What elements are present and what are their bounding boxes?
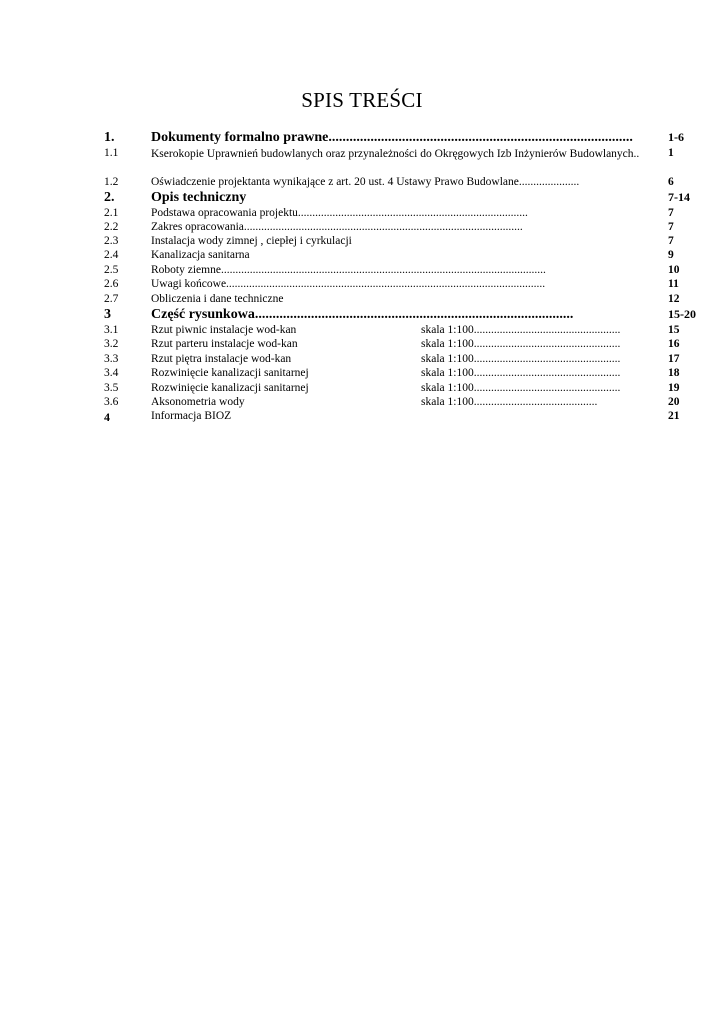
toc-page: 7 [668,221,674,233]
toc-title: Oświadczenie projektanta wynikające z art. 20 ust. 4 Ustawy Prawo Budowlane..................... [151,176,580,188]
toc-number: 3.3 [104,353,119,365]
toc-title: Obliczenia i dane techniczne [151,293,284,305]
toc-page: 7 [668,207,674,219]
toc-page: 1 [668,147,674,159]
toc-title: Rzut parteru instalacje wod-kan [151,338,298,350]
toc-number: 2.5 [104,264,119,276]
toc-page: 9 [668,249,674,261]
toc-number: 1. [104,130,115,145]
toc-title: Rozwinięcie kanalizacji sanitarnej [151,367,309,379]
toc-scale: skala 1:100................................................... [421,324,621,336]
toc-number: 2. [104,190,115,205]
toc-page: 20 [668,396,680,408]
toc-title: Opis techniczny [151,190,247,205]
toc-page: 15-20 [668,307,696,321]
toc-title: Instalacja wody zimnej , ciepłej i cyrkulacji [151,235,352,247]
toc-title: Uwagi końcowe............................................................................................................... [151,278,546,290]
toc-page: 11 [668,278,679,290]
toc-number: 1.2 [104,176,119,188]
toc-number: 3.4 [104,367,119,379]
toc-number: 2.4 [104,249,119,261]
page-title: SPIS TREŚCI [301,88,423,112]
toc-title: Rzut piwnic instalacje wod-kan [151,324,297,336]
toc-number: 3 [104,307,111,322]
toc-page: 1-6 [668,130,684,144]
toc-number: 2.6 [104,278,119,290]
toc-page: 17 [668,353,680,365]
toc-scale: skala 1:100................................................... [421,367,621,379]
toc-title: Rozwinięcie kanalizacji sanitarnej [151,382,309,394]
toc-title: Rzut piętra instalacje wod-kan [151,353,292,365]
toc-number: 2.3 [104,235,119,247]
toc-number: 2.1 [104,207,119,219]
toc-title: Kanalizacja sanitarna [151,249,250,261]
toc-scale: skala 1:100........................................... [421,396,598,408]
toc-title: Kserokopie Uprawnień budowlanych oraz przynależności do Okręgowych Izb Inżynierów Budowlanych.. [151,148,640,160]
toc-number: 3.1 [104,324,119,336]
toc-page: 7-14 [668,190,690,204]
toc-number: 1.1 [104,147,119,159]
toc-scale: skala 1:100................................................... [421,353,621,365]
toc-scale: skala 1:100................................................... [421,382,621,394]
toc-title: Podstawa opracowania projektu................................................................................ [151,207,528,219]
toc-number: 3.6 [104,396,119,408]
toc-page: 18 [668,367,680,379]
toc-scale: skala 1:100................................................... [421,338,621,350]
toc-number: 3.2 [104,338,119,350]
toc-title: Informacja BIOZ [151,410,232,422]
toc-page: 12 [668,293,680,305]
toc-page: 6 [668,176,674,188]
toc-page: 16 [668,338,680,350]
toc-number: 2.7 [104,293,119,305]
toc-title: Dokumenty formalno prawne....................................................................................... [151,130,633,145]
toc-page: 15 [668,324,680,336]
toc-number: 2.2 [104,221,119,233]
toc-page: 7 [668,235,674,247]
toc-page: 10 [668,264,680,276]
toc-page: 21 [668,410,680,422]
toc-title: Część rysunkowa........................................................................................... [151,307,574,322]
toc-title: Roboty ziemne................................................................................................................. [151,264,546,276]
toc-title: Aksonometria wody [151,396,245,408]
toc-number: 3.5 [104,382,119,394]
toc-number: 4 [104,410,110,424]
toc-title: Zakres opracowania................................................................................................. [151,221,523,233]
toc-page: 19 [668,382,680,394]
